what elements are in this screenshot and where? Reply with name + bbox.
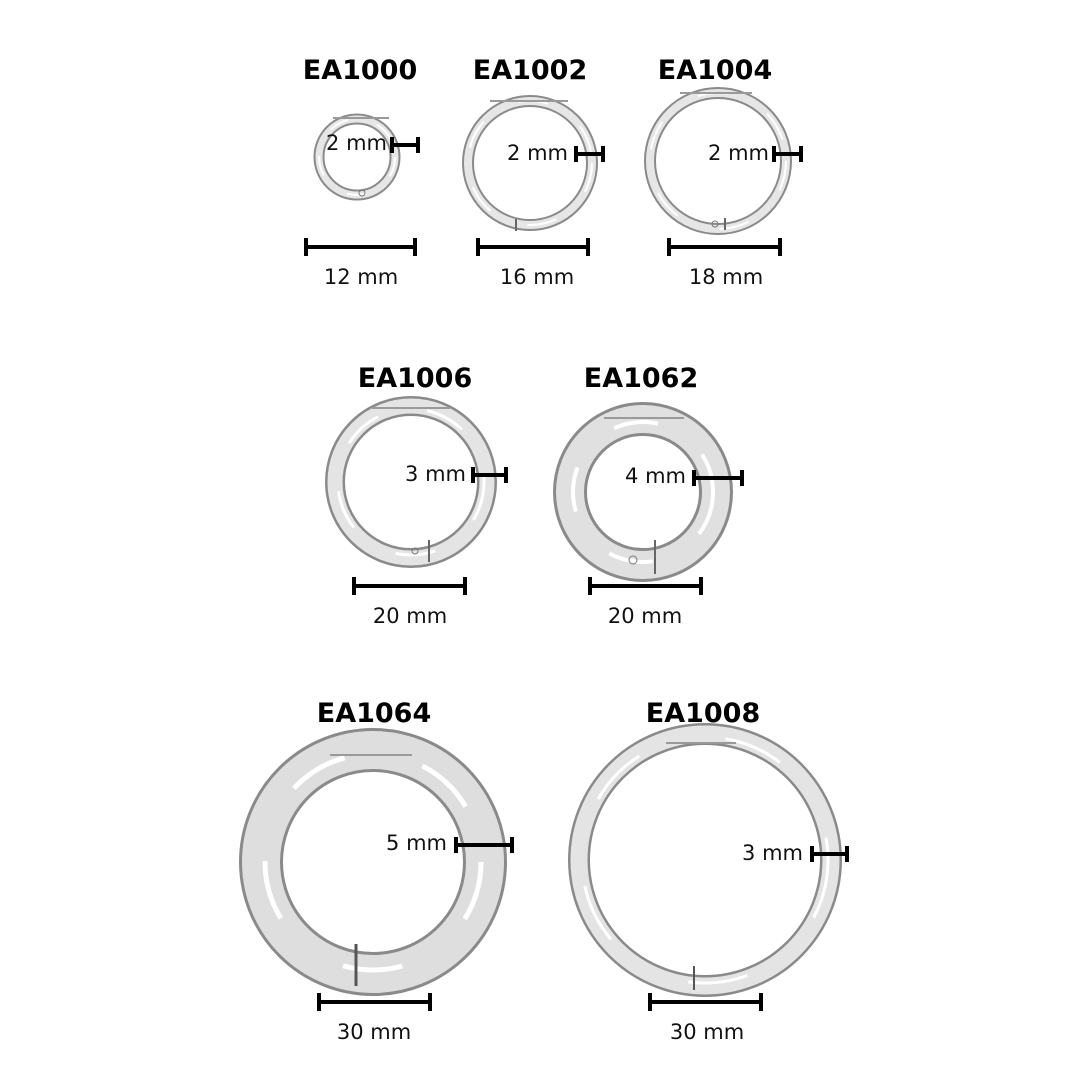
- product-code-ea1002: EA1002: [472, 55, 588, 86]
- product-code-ea1064: EA1064: [316, 698, 432, 729]
- product-code-ea1062: EA1062: [583, 363, 699, 394]
- diameter-marker-ea1004: [668, 238, 781, 256]
- diameter-label-ea1006: 20 mm: [372, 604, 448, 628]
- thickness-label-ea1004: 2 mm: [708, 141, 769, 165]
- diameter-marker-ea1000: [305, 238, 416, 256]
- diameter-label-ea1008: 30 mm: [669, 1020, 745, 1044]
- diameter-label-ea1000: 12 mm: [323, 265, 399, 289]
- hoop-ea1062: [570, 418, 716, 574]
- thickness-label-ea1064: 5 mm: [386, 831, 447, 855]
- thickness-label-ea1008: 3 mm: [742, 841, 803, 865]
- product-code-ea1006: EA1006: [357, 363, 473, 394]
- thickness-label-ea1062: 4 mm: [625, 464, 686, 488]
- diameter-marker-ea1002: [477, 238, 589, 256]
- thickness-label-ea1006: 3 mm: [405, 462, 466, 486]
- diameter-label-ea1062: 20 mm: [607, 604, 683, 628]
- diameter-label-ea1064: 30 mm: [336, 1020, 412, 1044]
- hoop-ea1002: [468, 101, 592, 231]
- hoop-ea1000: [319, 118, 395, 196]
- diameter-marker-ea1006: [353, 577, 466, 595]
- product-code-ea1008: EA1008: [645, 698, 761, 729]
- diameter-label-ea1004: 18 mm: [688, 265, 764, 289]
- thickness-label-ea1000: 2 mm: [326, 131, 387, 155]
- diameter-label-ea1002: 16 mm: [499, 265, 575, 289]
- hoop-ea1064: [261, 750, 485, 986]
- product-code-ea1004: EA1004: [657, 55, 773, 86]
- product-code-ea1000: EA1000: [302, 55, 418, 86]
- thickness-label-ea1002: 2 mm: [507, 141, 568, 165]
